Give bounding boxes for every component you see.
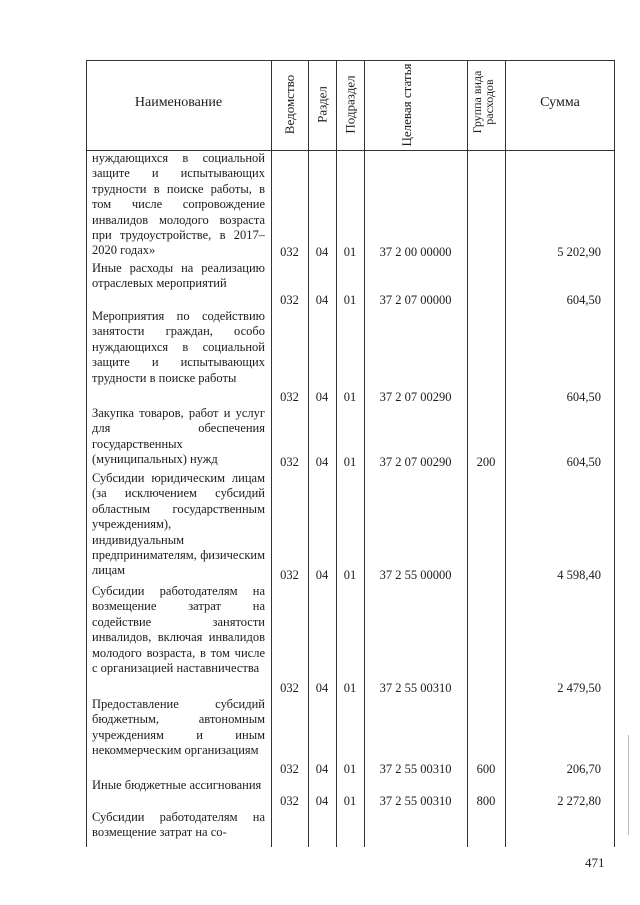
row-tselevaya: 37 2 55 00310 <box>379 762 452 776</box>
column-divider <box>467 60 468 847</box>
row-gruppa: 600 <box>476 762 496 776</box>
row-tselevaya: 37 2 07 00290 <box>379 390 452 404</box>
row-razdel: 04 <box>315 568 329 582</box>
page-number: 471 <box>585 855 605 870</box>
row-summa: 2 479,50 <box>557 681 601 695</box>
header-podrazdel: Подраздел <box>342 75 358 134</box>
row-razdel: 04 <box>315 390 329 404</box>
row-vedomstvo: 032 <box>280 762 299 776</box>
column-divider <box>364 60 365 847</box>
column-divider <box>336 60 337 847</box>
row-name: Иные расходы на реализацию отраслевых мероприятий <box>92 261 265 291</box>
row-razdel: 04 <box>315 455 329 469</box>
row-tselevaya: 37 2 00 00000 <box>379 245 452 259</box>
row-tselevaya: 37 2 55 00000 <box>379 568 452 582</box>
row-vedomstvo: 032 <box>280 293 299 307</box>
header-vedomstvo: Ведомство <box>282 74 297 135</box>
row-podrazdel: 01 <box>343 390 357 404</box>
row-name: нуждающихся в социальной защите и испытывающих трудности в поиске работы, в том числе сопровождение инвалидов молодого возраста при трудоустройстве, в 2017–2020 годах» <box>92 151 265 258</box>
column-divider <box>505 60 506 847</box>
row-vedomstvo: 032 <box>280 794 299 808</box>
row-summa: 604,50 <box>566 293 601 307</box>
row-tselevaya: 37 2 07 00000 <box>379 293 452 307</box>
row-gruppa: 800 <box>476 794 496 808</box>
row-vedomstvo: 032 <box>280 568 299 582</box>
row-summa: 206,70 <box>566 762 601 776</box>
row-summa: 2 272,80 <box>557 794 601 808</box>
row-razdel: 04 <box>315 762 329 776</box>
column-divider <box>271 60 272 847</box>
row-vedomstvo: 032 <box>280 390 299 404</box>
row-name: Субсидии работодателям на возмещение затрат на содействие занятости инвалидов, включая инвалидов молодого возраста, в том числе с организацией наставничества <box>92 584 265 676</box>
row-vedomstvo: 032 <box>280 681 299 695</box>
row-podrazdel: 01 <box>343 245 357 259</box>
row-podrazdel: 01 <box>343 293 357 307</box>
row-razdel: 04 <box>315 794 329 808</box>
row-name: Мероприятия по содействию занятости граждан, особо нуждающихся в социальной защите и испытывающих трудности в поиске работы <box>92 309 265 385</box>
row-razdel: 04 <box>315 293 329 307</box>
row-name: Субсидии юридическим лицам (за исключением субсидий областным государственным учреждениям), индивидуальным предпринимателям, физическим лицам <box>92 471 265 578</box>
scan-edge <box>628 735 629 835</box>
row-summa: 604,50 <box>566 455 601 469</box>
row-summa: 4 598,40 <box>557 568 601 582</box>
row-summa: 604,50 <box>566 390 601 404</box>
row-vedomstvo: 032 <box>280 455 299 469</box>
header-name: Наименование <box>134 95 223 110</box>
row-tselevaya: 37 2 55 00310 <box>379 794 452 808</box>
column-divider <box>308 60 309 847</box>
row-tselevaya: 37 2 55 00310 <box>379 681 452 695</box>
header-gruppa: Группа вида расходов <box>470 70 496 134</box>
row-podrazdel: 01 <box>343 568 357 582</box>
row-podrazdel: 01 <box>343 455 357 469</box>
row-podrazdel: 01 <box>343 762 357 776</box>
row-gruppa: 200 <box>476 455 496 469</box>
row-razdel: 04 <box>315 681 329 695</box>
row-name: Иные бюджетные ассигнования <box>92 778 262 792</box>
row-name: Субсидии работодателям на возмещение затрат на со- <box>92 810 265 840</box>
row-podrazdel: 01 <box>343 681 357 695</box>
header-summa: Сумма <box>540 95 580 110</box>
header-razdel: Раздел <box>314 86 330 123</box>
row-name: Закупка товаров, работ и услуг для обеспечения государственных (муниципальных) нужд <box>92 406 265 467</box>
row-name: Предоставление субсидий бюджетным, автономным учреждениям и иным некоммерческим организациям <box>92 697 265 758</box>
header-tselevaya: Целевая статья <box>399 63 414 147</box>
row-razdel: 04 <box>315 245 329 259</box>
row-tselevaya: 37 2 07 00290 <box>379 455 452 469</box>
row-podrazdel: 01 <box>343 794 357 808</box>
row-vedomstvo: 032 <box>280 245 299 259</box>
row-summa: 5 202,90 <box>557 245 601 259</box>
